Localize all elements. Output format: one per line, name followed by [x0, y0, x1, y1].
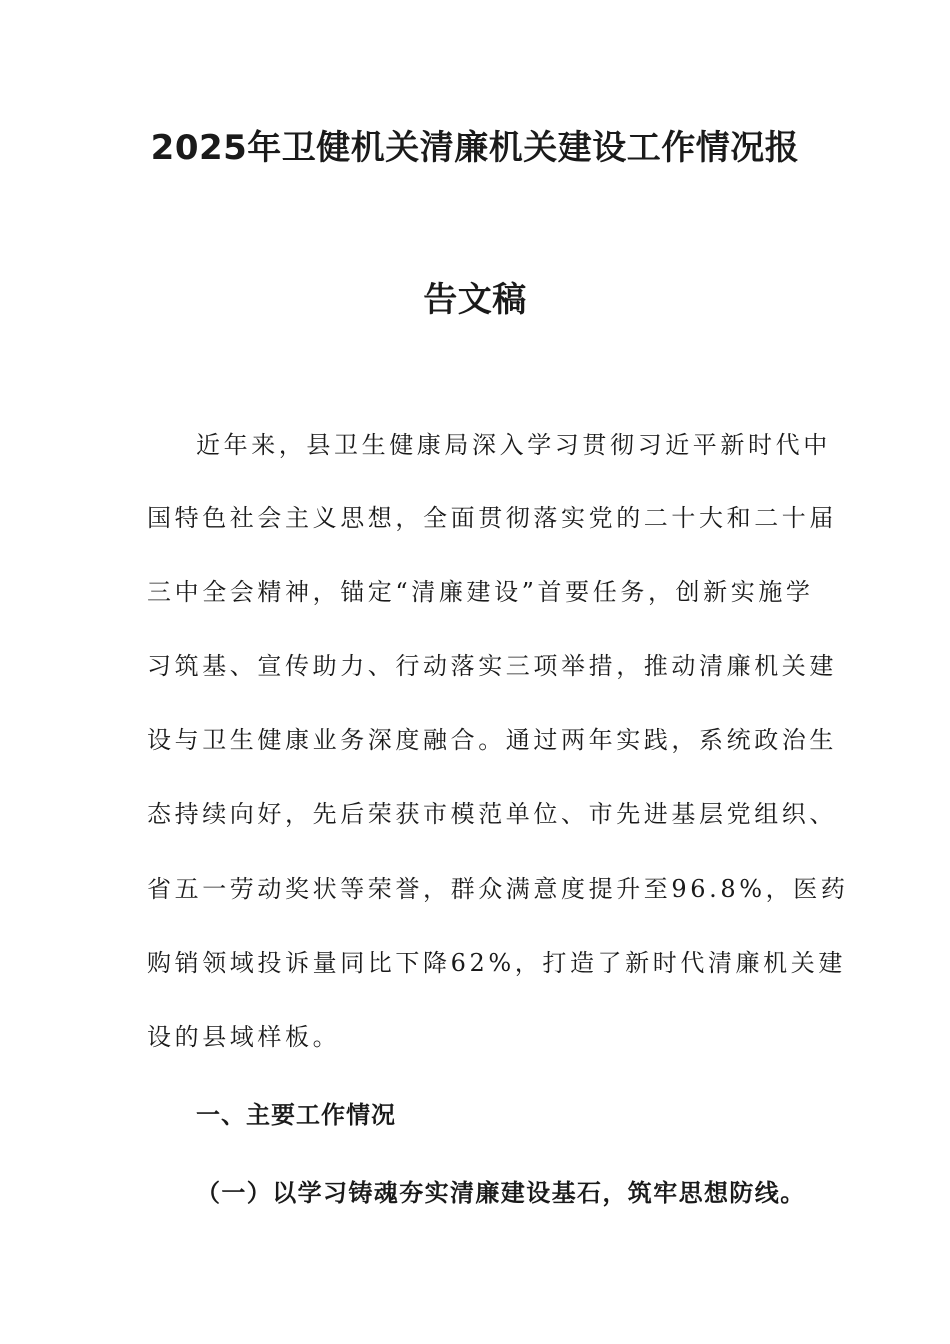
section-heading-1: 一、主要工作情况	[196, 1100, 396, 1129]
document-title-line-2: 告文稿	[423, 280, 527, 320]
intro-paragraph-line: 国特色社会主义思想，全面贯彻落实党的二十大和二十届	[147, 504, 837, 532]
intro-paragraph-line: 习筑基、宣传助力、行动落实三项举措，推动清廉机关建	[147, 652, 837, 680]
intro-paragraph-line: 设的县域样板。	[147, 1023, 341, 1051]
intro-paragraph-line: 设与卫生健康业务深度融合。通过两年实践，系统政治生	[147, 726, 837, 754]
intro-paragraph-line: 购销领域投诉量同比下降62%，打造了新时代清廉机关建	[147, 949, 846, 977]
intro-paragraph-line: 省五一劳动奖状等荣誉，群众满意度提升至96.8%，医药	[147, 875, 849, 903]
intro-paragraph-line: 三中全会精神，锚定“清廉建设”首要任务，创新实施学	[147, 578, 814, 606]
document-title-line-1: 2025年卫健机关清廉机关建设工作情况报	[150, 128, 800, 168]
intro-paragraph-line: 近年来，县卫生健康局深入学习贯彻习近平新时代中	[196, 431, 831, 459]
subsection-heading-1-1: （一）以学习铸魂夯实清廉建设基石，筑牢思想防线。	[196, 1178, 806, 1207]
intro-paragraph-line: 态持续向好，先后荣获市模范单位、市先进基层党组织、	[147, 800, 837, 828]
